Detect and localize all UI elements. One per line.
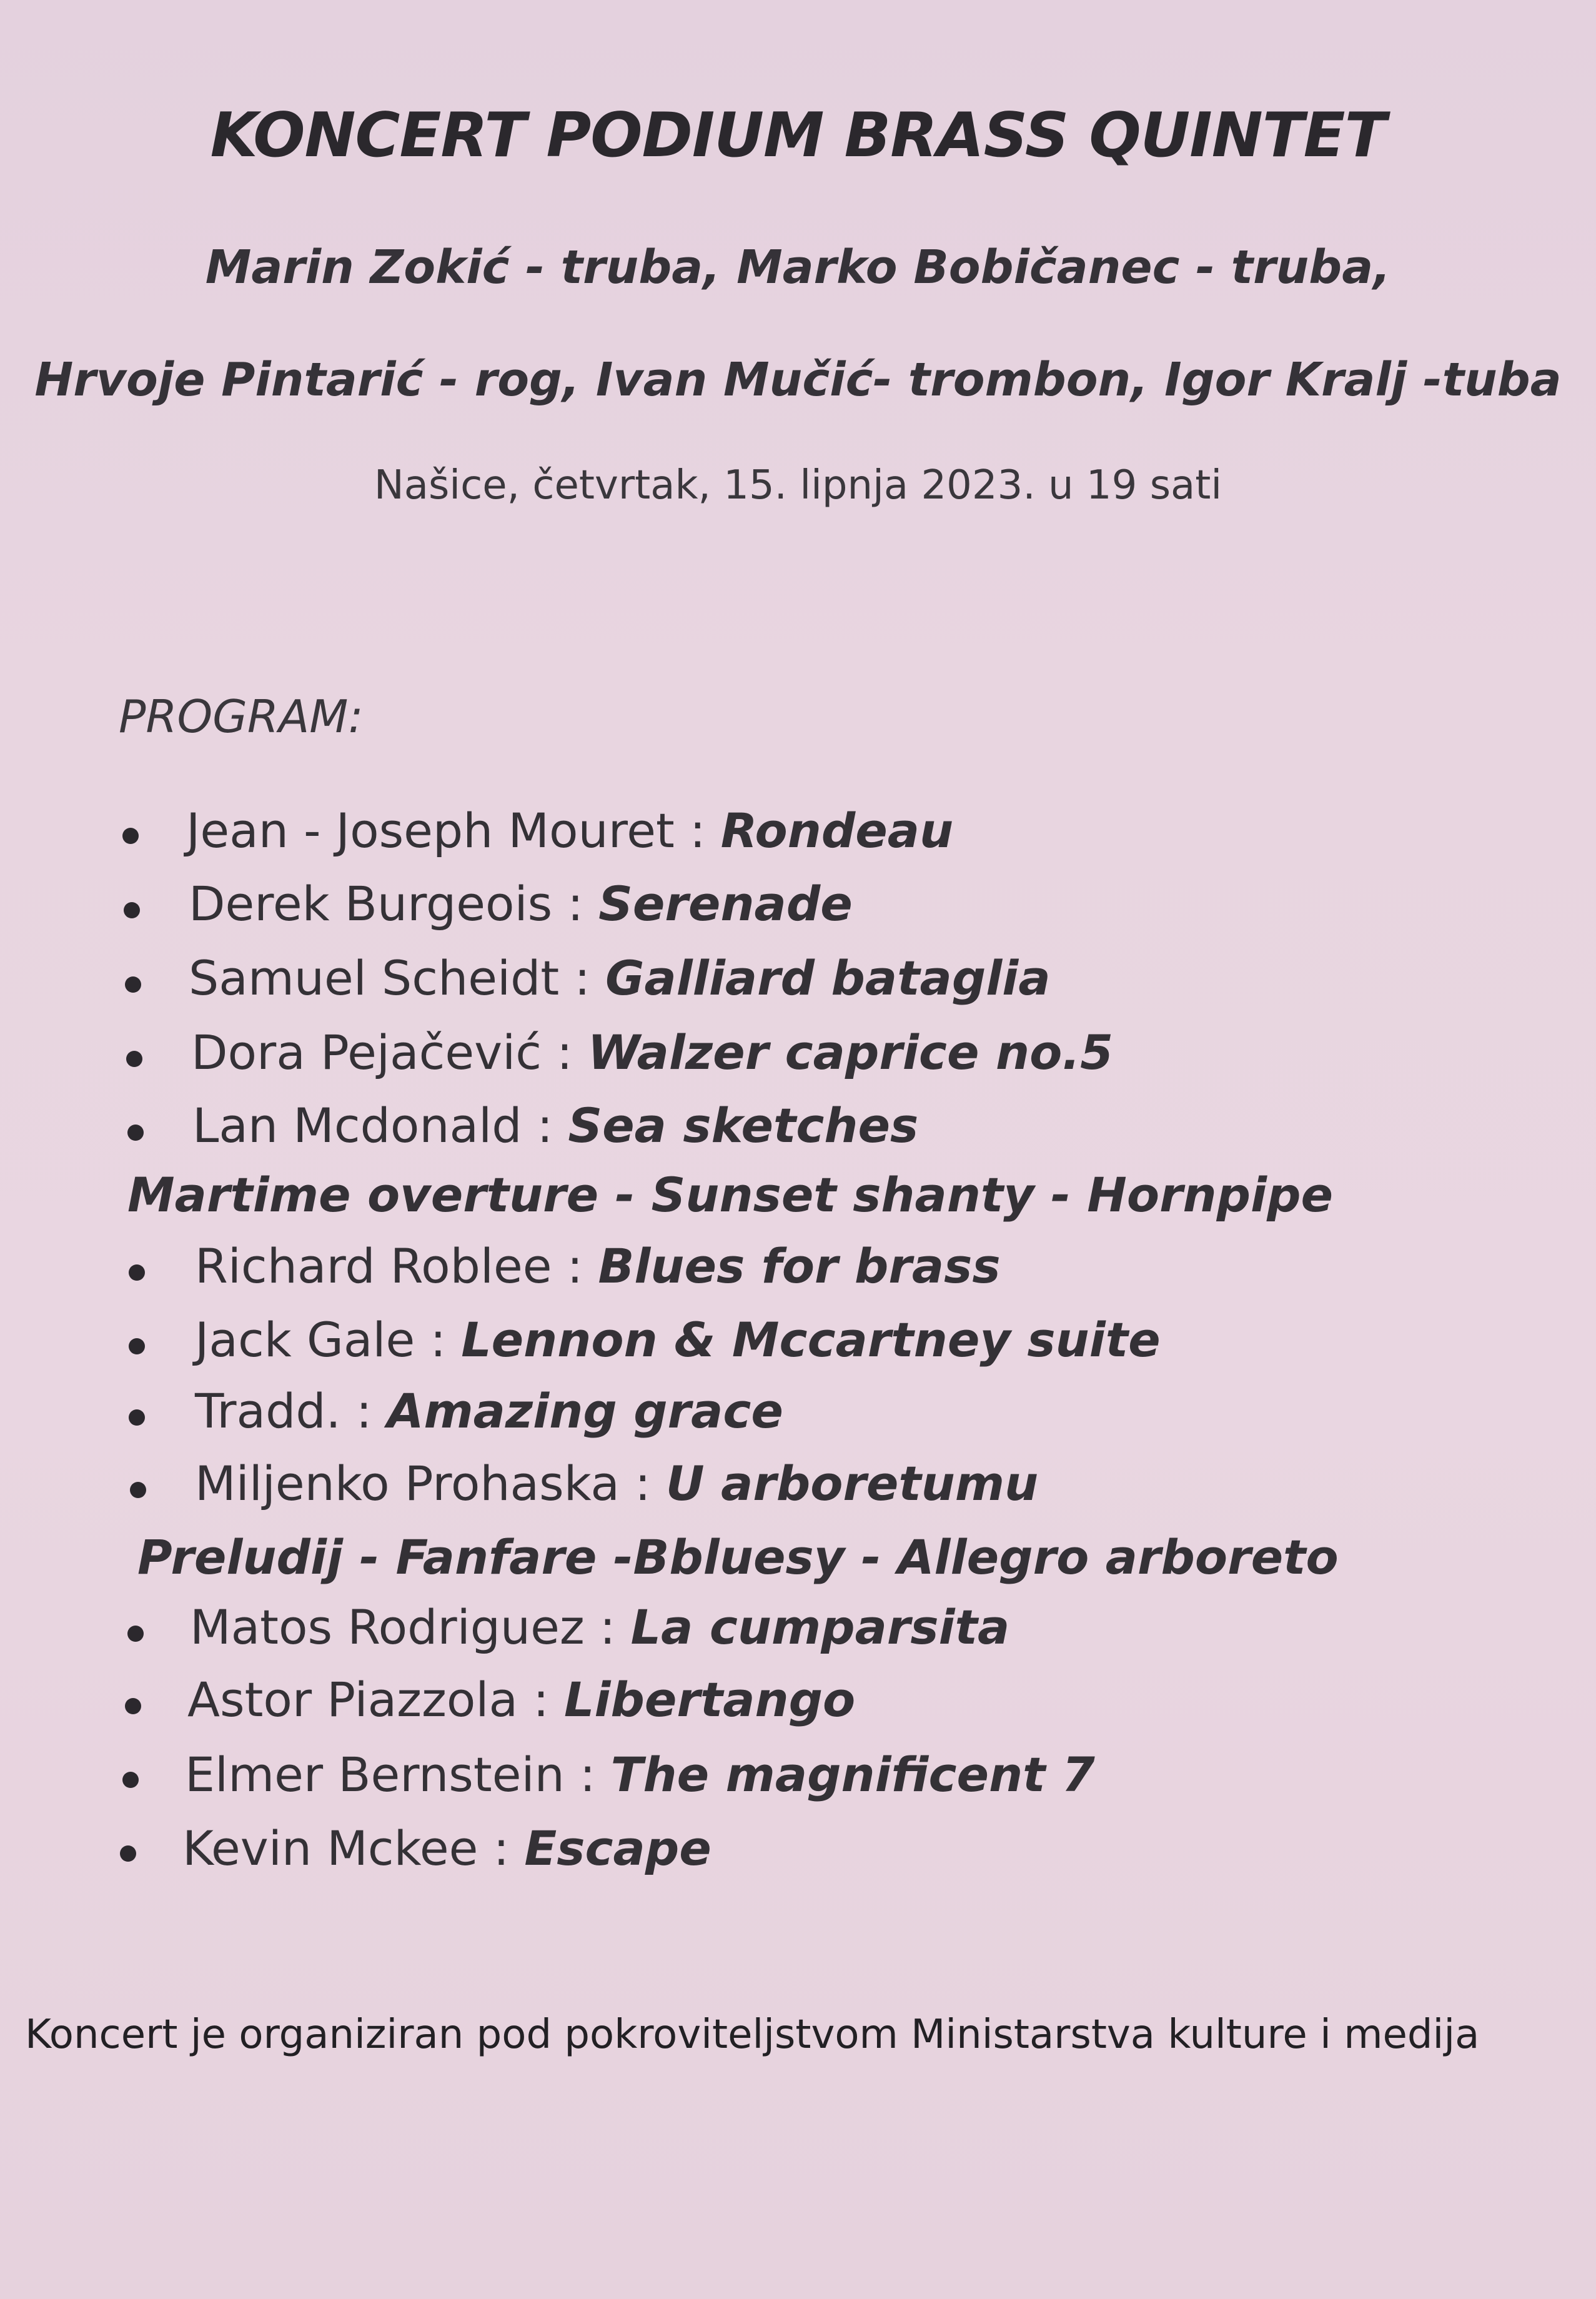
work-title: Lennon & Mccartney suite — [461, 1312, 1161, 1368]
program-item — [191, 1025, 1113, 1080]
list-bullet — [126, 1051, 142, 1067]
composer-name: Astor Piazzola : — [187, 1672, 565, 1727]
work-title: Escape — [524, 1820, 711, 1876]
concert-title: KONCERT PODIUM BRASS QUINTET — [210, 100, 1386, 171]
work-title: Galliard bataglia — [605, 950, 1051, 1006]
composer-name: Kevin Mckee : — [182, 1820, 525, 1876]
composer-name: Lan Mcdonald : — [192, 1098, 568, 1153]
program-item — [189, 876, 853, 931]
work-title: U arboretumu — [665, 1456, 1039, 1511]
work-title: Amazing grace — [387, 1383, 783, 1439]
list-bullet — [122, 1772, 139, 1788]
program-item — [187, 1672, 855, 1727]
program-item — [185, 1747, 1095, 1802]
list-bullet — [129, 1264, 145, 1281]
list-bullet — [125, 1698, 141, 1714]
program-item — [195, 1238, 1001, 1294]
program-item — [189, 950, 1051, 1006]
composer-name: Samuel Scheidt : — [189, 950, 606, 1006]
program-item — [195, 1312, 1161, 1368]
list-bullet — [129, 1409, 145, 1426]
work-title: Sea sketches — [568, 1098, 919, 1153]
work-title: Blues for brass — [598, 1238, 1001, 1294]
performers-line-2: Hrvoje Pintarić - rog, Ivan Mučić- trombon, Igor Kralj -tuba — [34, 353, 1562, 407]
work-title: Serenade — [598, 876, 853, 931]
list-bullet — [127, 1125, 144, 1141]
program-item — [195, 1383, 783, 1439]
composer-name: Derek Burgeois : — [189, 876, 599, 931]
sponsor-note: Koncert je organiziran pod pokroviteljstvom Ministarstva kulture i medija — [25, 2012, 1480, 2058]
work-title: Libertango — [564, 1672, 856, 1727]
work-title: The magnificent 7 — [610, 1747, 1095, 1802]
composer-name: Miljenko Prohaska : — [195, 1456, 666, 1511]
list-bullet — [127, 1626, 144, 1642]
program-item — [182, 1820, 711, 1876]
concert-date-time: Našice, četvrtak, 15. lipnja 2023. u 19 sati — [374, 462, 1222, 509]
composer-name: Jean - Joseph Mouret : — [186, 803, 721, 858]
list-bullet — [125, 976, 141, 993]
program-item — [186, 803, 953, 858]
work-title: Walzer caprice no.5 — [587, 1025, 1114, 1080]
work-title: Rondeau — [720, 803, 954, 858]
program-heading: PROGRAM: — [119, 690, 364, 743]
list-bullet — [122, 828, 139, 844]
composer-name: Jack Gale : — [195, 1312, 462, 1368]
composer-name: Tradd. : — [195, 1383, 387, 1439]
composer-name: Elmer Bernstein : — [185, 1747, 611, 1802]
list-bullet — [124, 902, 140, 918]
program-item — [195, 1456, 1038, 1511]
program-item — [190, 1599, 1009, 1655]
program-item — [192, 1098, 918, 1153]
composer-name: Matos Rodriguez : — [190, 1599, 631, 1655]
arboretumu-movements: Preludij - Fanfare -Bbluesy - Allegro arboreto — [137, 1529, 1339, 1585]
composer-name: Dora Pejačević : — [191, 1025, 588, 1080]
sea-sketches-movements: Martime overture - Sunset shanty - Hornpipe — [127, 1167, 1334, 1223]
work-title: La cumparsita — [630, 1599, 1010, 1655]
performers-line-1: Marin Zokić - truba, Marko Bobičanec - truba, — [205, 241, 1391, 294]
list-bullet — [129, 1338, 145, 1354]
composer-name: Richard Roblee : — [195, 1238, 598, 1294]
list-bullet — [120, 1845, 136, 1862]
list-bullet — [130, 1482, 146, 1498]
